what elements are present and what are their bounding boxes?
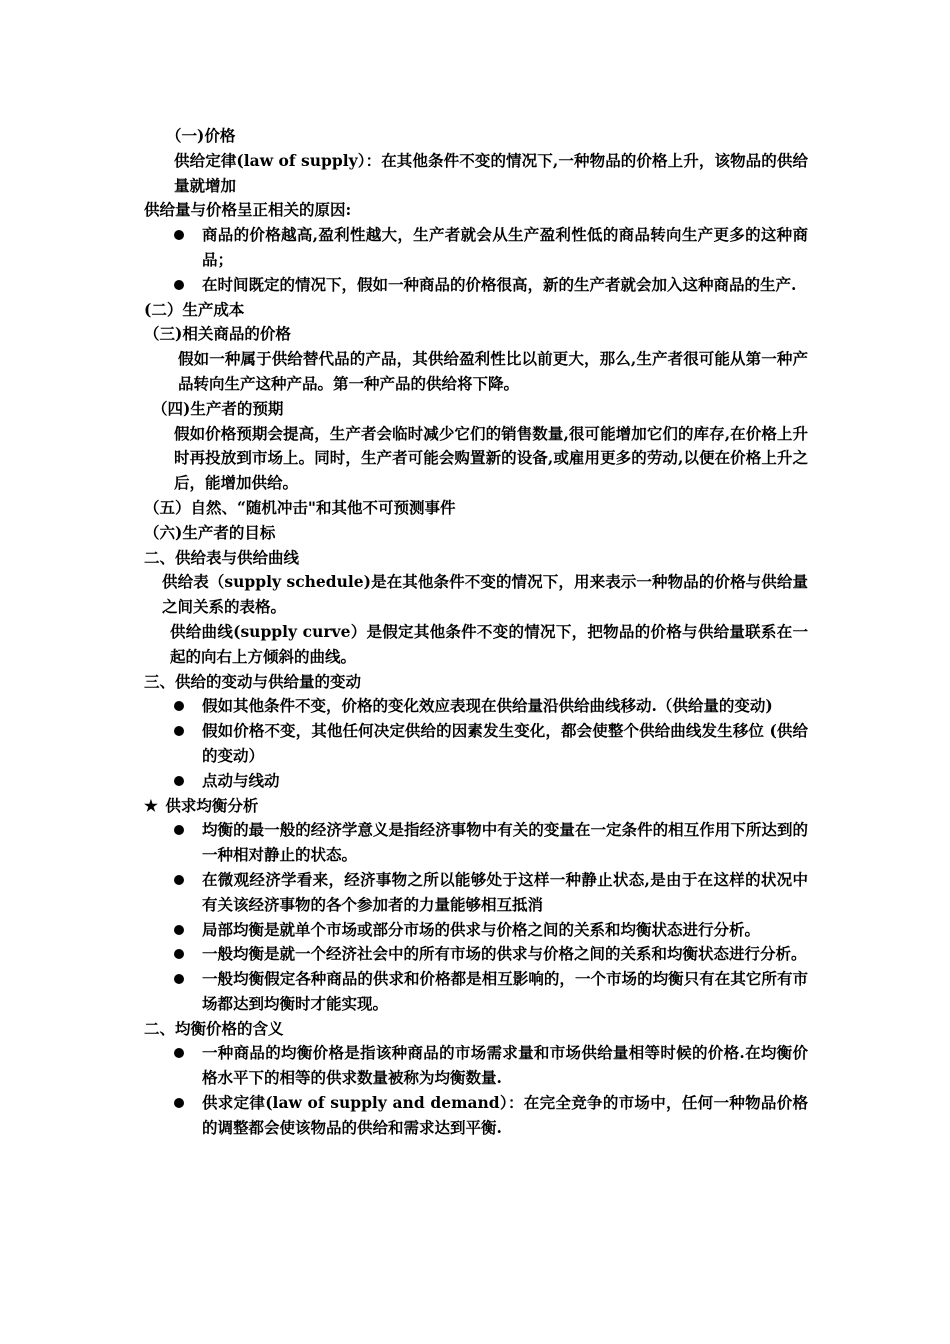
bullet-icon: [174, 280, 184, 290]
paragraph-related-goods: 假如一种属于供给替代品的产品，其供给盈利性比以前更大，那么,生产者很可能从第一种产品转向生产这种产品。第一种产品的供给将下降。: [178, 349, 808, 393]
heading-price: （一)价格: [166, 126, 236, 145]
heading-expectations: （四)生产者的预期: [152, 398, 284, 418]
document-body: [144, 124, 808, 1141]
list-item-text: 商品的价格越高,盈利性越大，生产者就会从生产盈利性低的商品转向生产更多的这种商品；: [202, 225, 808, 269]
list-item-text: 一种商品的均衡价格是指该种商品的市场需求量和市场供给量相等时候的价格.在均衡价格水平下的相等的供求数量被称为均衡数量.: [202, 1043, 808, 1088]
list-item-text: 局部均衡是就单个市场或部分市场的供求与价格之间的关系和均衡状态进行分析。: [202, 919, 761, 939]
bullet-icon: [174, 949, 184, 959]
list-item-text: 点动与线动: [202, 770, 280, 790]
bullet-icon: [174, 776, 184, 786]
list-item-text: 在时间既定的情况下，假如一种商品的价格很高，新的生产者就会加入这种商品的生产.: [202, 274, 797, 294]
star-icon: ★: [144, 795, 158, 815]
bullet-icon: [174, 875, 184, 885]
list-item-text: 供求定律(law of supply and demand）：在完全竞争的市场中，任何一种物品价格的调整都会使该物品的供给和需求达到平衡.: [202, 1093, 808, 1137]
list-item: [144, 868, 808, 918]
paragraph-law-of-supply: 供给定律(law of supply）：在其他条件不变的情况下,一种物品的价格上升，该物品的供给量就增加: [174, 150, 808, 195]
heading-related-goods: （三)相关商品的价格: [144, 324, 291, 344]
list-item-text: 均衡的最一般的经济学意义是指经济事物中有关的变量在一定条件的相互作用下所达到的一种相对静止的状态。: [202, 820, 808, 865]
list-item-text: 假如其他条件不变，价格的变化效应表现在供给量沿供给曲线移动.（供给量的变动): [202, 696, 773, 716]
paragraph-supply-schedule: 供给表（supply schedule)是在其他条件不变的情况下，用来表示一种物品的价格与供给量之间关系的表格。: [162, 572, 808, 617]
bullet-icon: [174, 1098, 184, 1108]
heading-goal: （六)生产者的目标: [144, 522, 276, 542]
list-item-text: 假如价格不变，其他任何决定供给的因素发生变化，都会使整个供给曲线发生移位 (供给的变动）: [202, 721, 808, 765]
paragraph-expectations: 假如价格预期会提高，生产者会临时减少它们的销售数量,很可能增加它们的库存,在价格上升时再投放到市场上。同时，生产者可能会购置新的设备,或雇用更多的劳动,以便在价格上升之后，能增加供给。: [174, 423, 808, 493]
bullet-icon: [174, 230, 184, 240]
heading-equilibrium-text: 供求均衡分析: [165, 795, 259, 815]
bullet-icon: [174, 925, 184, 935]
list-item: [144, 273, 808, 298]
heading-supply-change: 三、供给的变动与供给量的变动: [144, 671, 362, 691]
list-item: [144, 769, 808, 794]
heading-cost: (二）生产成本: [144, 299, 245, 319]
list-item: [144, 223, 808, 273]
bullet-icon: [174, 701, 184, 711]
list-item: [144, 918, 808, 943]
paragraph-supply-curve: 供给曲线(supply curve）是假定其他条件不变的情况下，把物品的价格与供给量联系在一起的向右上方倾斜的曲线。: [170, 621, 808, 666]
list-item: [144, 967, 808, 1017]
bullet-icon: [174, 1048, 184, 1058]
list-item: [144, 1041, 808, 1091]
list-item: [144, 818, 808, 868]
bullet-icon: [174, 974, 184, 984]
list-item: [144, 942, 808, 967]
list-item: [144, 1091, 808, 1141]
heading-equilibrium-price: 二、均衡价格的含义: [144, 1018, 284, 1038]
heading-schedule-curve: 二、供给表与供给曲线: [144, 547, 300, 567]
heading-nature: （五）自然、“随机冲击"和其他不可预测事件: [144, 497, 456, 517]
heading-equilibrium: [144, 794, 808, 819]
list-item-text: 一般均衡是就一个经济社会中的所有市场的供求与价格之间的关系和均衡状态进行分析。: [202, 944, 807, 964]
list-item: [144, 719, 808, 769]
bullet-icon: [174, 726, 184, 736]
heading-reasons: 供给量与价格呈正相关的原因:: [144, 200, 352, 220]
list-item-text: 一般均衡假定各种商品的供求和价格都是相互影响的，一个市场的均衡只有在其它所有市场都达到均衡时才能实现。: [202, 969, 808, 1013]
list-item: [144, 694, 808, 719]
list-item-text: 在微观经济学看来，经济事物之所以能够处于这样一种静止状态,是由于在这样的状况中有关该经济事物的各个参加者的力量能够相互抵消: [202, 869, 808, 914]
bullet-icon: [174, 825, 184, 835]
